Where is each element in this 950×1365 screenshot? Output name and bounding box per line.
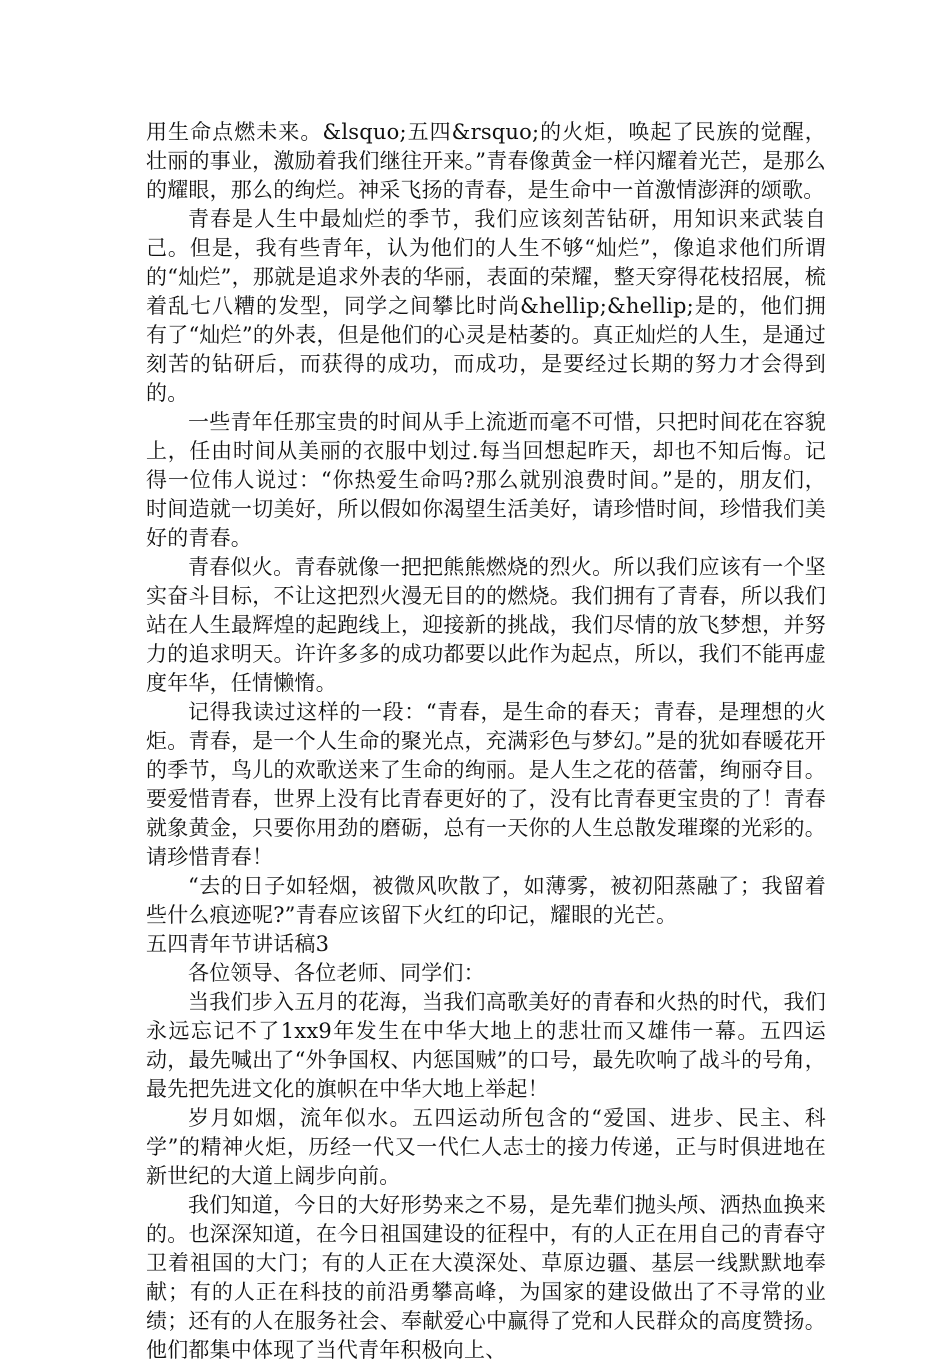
paragraph-6: “去的日子如轻烟，被微风吹散了，如薄雾，被初阳蒸融了；我留着些什么痕迹呢?”青春应该留下火红的印记，耀眼的光芒。: [146, 874, 826, 927]
paragraph-3: 一些青年任那宝贵的时间从手上流逝而毫不可惜，只把时间花在容貌上，任由时间从美丽的衣服中划过.每当回想起昨天，却也不知后悔。记得一位伟人说过：“你热爱生命吗?那么就别浪费时间。”是的，朋友们，时间造就一切美好，所以假如你渴望生活美好，请珍惜时间，珍惜我们美好的青春。: [146, 410, 826, 550]
paragraph-9: 我们知道，今日的大好形势来之不易，是先辈们抛头颅、洒热血换来的。也深深知道，在今日祖国建设的征程中，有的人正在用自己的青春守卫着祖国的大门；有的人正在大漠深处、草原边疆、基层一线默默地奉献；有的人正在科技的前沿勇攀高峰，为国家的建设做出了不寻常的业绩；还有的人在服务社会、奉献爱心中赢得了党和人民群众的高度赞扬。他们都集中体现了当代青年积极向上、: [146, 1193, 826, 1362]
paragraph-4: 青春似火。青春就像一把把熊熊燃烧的烈火。所以我们应该有一个坚实奋斗目标，不让这把烈火漫无目的的燃烧。我们拥有了青春，所以我们站在人生最辉煌的起跑线上，迎接新的挑战，我们尽情的放飞梦想，并努力的追求明天。许许多多的成功都要以此作为起点，所以，我们不能再虚度年华，任情懒惰。: [146, 555, 826, 695]
paragraph-5: 记得我读过这样的一段：“青春，是生命的春天；青春，是理想的火炬。青春，是一个人生命的聚光点，充满彩色与梦幻。”是的犹如春暖花开的季节，鸟儿的欢歌送来了生命的绚丽。是人生之花的蓓蕾，绚丽夺目。要爱惜青春，世界上没有比青春更好的了，没有比青春更宝贵的了！青春就象黄金，只要你用劲的磨砺，总有一天你的人生总散发璀璨的光彩的。请珍惜青春！: [146, 700, 826, 869]
paragraph-2: 青春是人生中最灿烂的季节，我们应该刻苦钻研，用知识来武装自己。但是，我有些青年，认为他们的人生不够“灿烂”，像追求他们所谓的“灿烂”，那就是追求外表的华丽，表面的荣耀，整天穿得花枝招展，梳着乱七八糟的发型，同学之间攀比时尚&hellip;&hellip;是的，他们拥有了“灿烂”的外表，但是他们的心灵是枯萎的。真正灿烂的人生，是通过刻苦的钻研后，而获得的成功，而成功，是要经过长期的努力才会得到的。: [146, 207, 826, 405]
salutation: 各位领导、各位老师、同学们：: [188, 961, 485, 985]
document-body: [146, 118, 826, 1365]
paragraph-8: 岁月如烟，流年似水。五四运动所包含的“爱国、进步、民主、科学”的精神火炬，历经一代又一代仁人志士的接力传递，正与时俱进地在新世纪的大道上阔步向前。: [146, 1106, 826, 1188]
section-heading: 五四青年节讲话稿3: [146, 932, 330, 956]
paragraph-1: 用生命点燃未来。&lsquo;五四&rsquo;的火炬，唤起了民族的觉醒，壮丽的事业，激励着我们继往开来。”青春像黄金一样闪耀着光芒，是那么的耀眼，那么的绚烂。神采飞扬的青春，是生命中一首激情澎湃的颂歌。: [146, 120, 826, 202]
paragraph-7: 当我们步入五月的花海，当我们高歌美好的青春和火热的时代，我们永远忘记不了1xx9年发生在中华大地上的悲壮而又雄伟一幕。五四运动，最先喊出了“外争国权、内惩国贼”的口号，最先吹响了战斗的号角，最先把先进文化的旗帜在中华大地上举起！: [146, 990, 826, 1101]
